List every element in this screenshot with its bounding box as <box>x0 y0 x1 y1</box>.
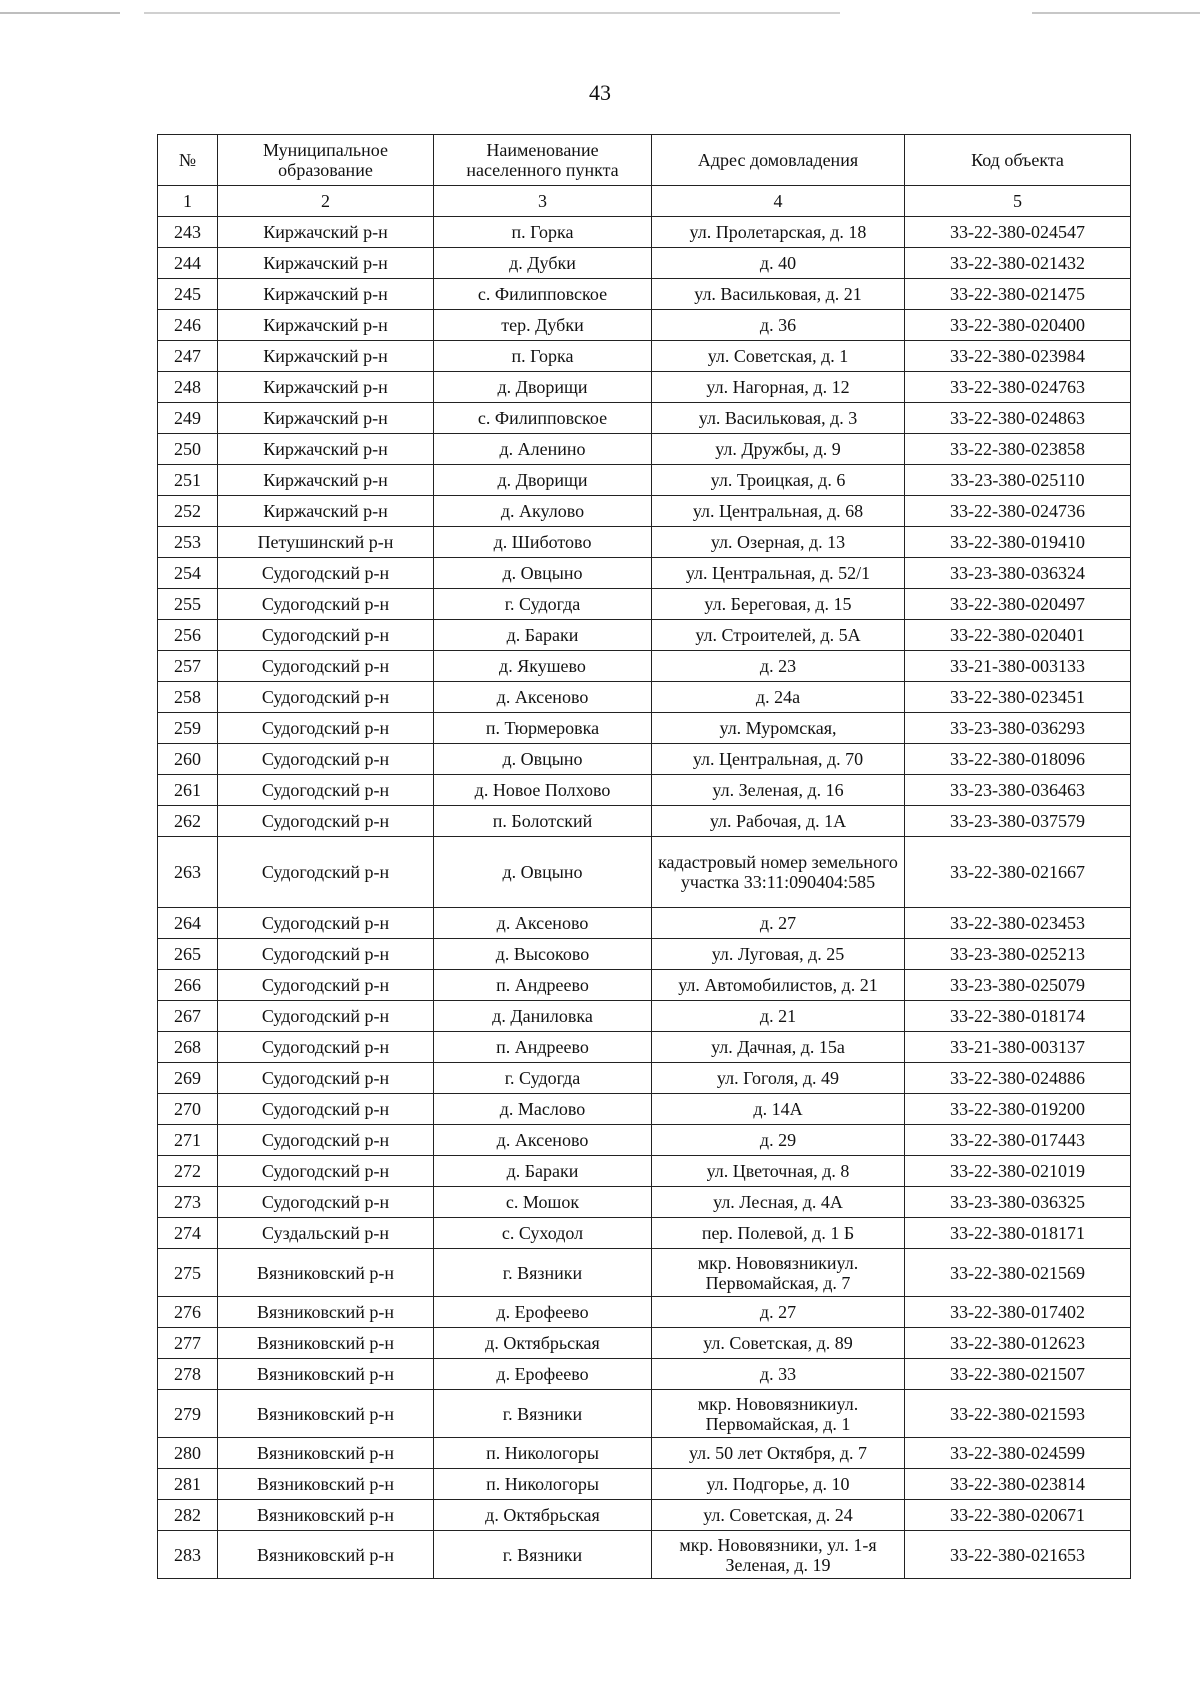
row-number-cell: 250 <box>158 434 218 465</box>
object-code-cell: 33-23-380-025110 <box>905 465 1131 496</box>
address-cell: ул. Васильковая, д. 3 <box>652 403 905 434</box>
row-number-cell: 243 <box>158 217 218 248</box>
row-number-cell: 246 <box>158 310 218 341</box>
object-code-cell: 33-22-380-024763 <box>905 372 1131 403</box>
table-row <box>158 1500 1131 1531</box>
table-row <box>158 496 1131 527</box>
municipality-cell: Киржачский р-н <box>218 279 434 310</box>
settlement-cell: д. Маслово <box>434 1094 652 1125</box>
municipality-cell: Судогодский р-н <box>218 908 434 939</box>
municipality-cell: Судогодский р-н <box>218 620 434 651</box>
municipality-cell: Судогодский р-н <box>218 651 434 682</box>
column-number: 3 <box>434 186 652 217</box>
table-row <box>158 970 1131 1001</box>
settlement-cell: г. Вязники <box>434 1531 652 1579</box>
settlement-cell: д. Аксеново <box>434 682 652 713</box>
settlement-cell: п. Тюрмеровка <box>434 713 652 744</box>
object-code-cell: 33-22-380-023858 <box>905 434 1131 465</box>
table-row <box>158 1218 1131 1249</box>
table-row <box>158 372 1131 403</box>
address-cell: ул. Муромская, <box>652 713 905 744</box>
address-cell: д. 23 <box>652 651 905 682</box>
address-cell: д. 27 <box>652 908 905 939</box>
address-cell: мкр. Нововязники, ул. 1-я Зеленая, д. 19 <box>652 1531 905 1579</box>
row-number-cell: 247 <box>158 341 218 372</box>
object-code-cell: 33-21-380-003137 <box>905 1032 1131 1063</box>
settlement-cell: д. Октябрьская <box>434 1500 652 1531</box>
table-row <box>158 1001 1131 1032</box>
municipality-cell: Киржачский р-н <box>218 372 434 403</box>
settlement-cell: д. Шиботово <box>434 527 652 558</box>
object-code-cell: 33-22-380-021507 <box>905 1359 1131 1390</box>
municipality-cell: Вязниковский р-н <box>218 1297 434 1328</box>
table-row <box>158 939 1131 970</box>
row-number-cell: 266 <box>158 970 218 1001</box>
municipality-cell: Вязниковский р-н <box>218 1469 434 1500</box>
object-code-cell: 33-23-380-036293 <box>905 713 1131 744</box>
settlement-cell: п. Андреево <box>434 970 652 1001</box>
municipality-cell: Судогодский р-н <box>218 1187 434 1218</box>
row-number-cell: 268 <box>158 1032 218 1063</box>
object-code-cell: 33-22-380-017402 <box>905 1297 1131 1328</box>
settlement-cell: с. Филипповское <box>434 403 652 434</box>
object-code-cell: 33-22-380-021019 <box>905 1156 1131 1187</box>
object-code-cell: 33-22-380-021653 <box>905 1531 1131 1579</box>
object-code-cell: 33-22-380-024599 <box>905 1438 1131 1469</box>
municipality-cell: Судогодский р-н <box>218 837 434 908</box>
row-number-cell: 279 <box>158 1390 218 1438</box>
row-number-cell: 265 <box>158 939 218 970</box>
address-cell: ул. Автомобилистов, д. 21 <box>652 970 905 1001</box>
table-body <box>158 217 1131 1579</box>
settlement-cell: д. Бараки <box>434 1156 652 1187</box>
address-cell: ул. Советская, д. 89 <box>652 1328 905 1359</box>
table-row <box>158 248 1131 279</box>
column-number: 1 <box>158 186 218 217</box>
scan-edge-line <box>0 12 1200 14</box>
address-cell: ул. Лесная, д. 4А <box>652 1187 905 1218</box>
address-cell: ул. Васильковая, д. 21 <box>652 279 905 310</box>
address-cell: ул. Строителей, д. 5А <box>652 620 905 651</box>
object-code-cell: 33-22-380-020401 <box>905 620 1131 651</box>
address-cell: ул. Дачная, д. 15а <box>652 1032 905 1063</box>
address-cell: ул. Советская, д. 1 <box>652 341 905 372</box>
table-row <box>158 1359 1131 1390</box>
row-number-cell: 275 <box>158 1249 218 1297</box>
municipality-cell: Вязниковский р-н <box>218 1328 434 1359</box>
object-code-cell: 33-23-380-025079 <box>905 970 1131 1001</box>
object-code-cell: 33-22-380-019410 <box>905 527 1131 558</box>
municipality-cell: Киржачский р-н <box>218 248 434 279</box>
settlement-cell: п. Болотский <box>434 806 652 837</box>
header-object-code: Код объекта <box>905 135 1131 186</box>
municipality-cell: Киржачский р-н <box>218 434 434 465</box>
address-cell: ул. Озерная, д. 13 <box>652 527 905 558</box>
settlement-cell: д. Аксеново <box>434 1125 652 1156</box>
address-cell: ул. Нагорная, д. 12 <box>652 372 905 403</box>
settlement-cell: п. Никологоры <box>434 1438 652 1469</box>
row-number-cell: 276 <box>158 1297 218 1328</box>
row-number-cell: 278 <box>158 1359 218 1390</box>
object-code-cell: 33-22-380-021667 <box>905 837 1131 908</box>
row-number-cell: 259 <box>158 713 218 744</box>
object-code-cell: 33-22-380-018171 <box>905 1218 1131 1249</box>
row-number-cell: 269 <box>158 1063 218 1094</box>
address-cell: ул. Советская, д. 24 <box>652 1500 905 1531</box>
settlement-cell: д. Бараки <box>434 620 652 651</box>
object-code-cell: 33-22-380-020671 <box>905 1500 1131 1531</box>
municipality-cell: Судогодский р-н <box>218 558 434 589</box>
row-number-cell: 261 <box>158 775 218 806</box>
address-cell: д. 33 <box>652 1359 905 1390</box>
object-code-cell: 33-23-380-037579 <box>905 806 1131 837</box>
address-cell: мкр. Нововязникиул. Первомайская, д. 1 <box>652 1390 905 1438</box>
municipality-cell: Судогодский р-н <box>218 744 434 775</box>
row-number-cell: 252 <box>158 496 218 527</box>
table-row <box>158 341 1131 372</box>
settlement-cell: д. Аленино <box>434 434 652 465</box>
table-row <box>158 1094 1131 1125</box>
address-cell: ул. Гоголя, д. 49 <box>652 1063 905 1094</box>
address-cell: мкр. Нововязникиул. Первомайская, д. 7 <box>652 1249 905 1297</box>
table-row <box>158 620 1131 651</box>
object-code-cell: 33-22-380-023451 <box>905 682 1131 713</box>
table-row <box>158 1297 1131 1328</box>
address-cell: пер. Полевой, д. 1 Б <box>652 1218 905 1249</box>
object-code-cell: 33-22-380-019200 <box>905 1094 1131 1125</box>
row-number-cell: 282 <box>158 1500 218 1531</box>
object-code-cell: 33-22-380-021593 <box>905 1390 1131 1438</box>
table-row <box>158 279 1131 310</box>
table-row <box>158 1125 1131 1156</box>
header-row <box>158 135 1131 186</box>
settlement-cell: п. Горка <box>434 341 652 372</box>
address-cell: ул. Цветочная, д. 8 <box>652 1156 905 1187</box>
settlement-cell: г. Вязники <box>434 1390 652 1438</box>
object-code-cell: 33-22-380-017443 <box>905 1125 1131 1156</box>
municipality-cell: Судогодский р-н <box>218 1125 434 1156</box>
municipality-cell: Киржачский р-н <box>218 217 434 248</box>
settlement-cell: г. Судогда <box>434 1063 652 1094</box>
municipality-cell: Судогодский р-н <box>218 682 434 713</box>
table-row <box>158 1469 1131 1500</box>
table-row <box>158 217 1131 248</box>
settlement-cell: с. Суходол <box>434 1218 652 1249</box>
object-code-cell: 33-22-380-018096 <box>905 744 1131 775</box>
address-cell: ул. Рабочая, д. 1А <box>652 806 905 837</box>
settlement-cell: д. Овцыно <box>434 837 652 908</box>
table-row <box>158 1328 1131 1359</box>
row-number-cell: 267 <box>158 1001 218 1032</box>
address-cell: д. 40 <box>652 248 905 279</box>
object-code-cell: 33-22-380-021569 <box>905 1249 1131 1297</box>
object-code-cell: 33-22-380-020400 <box>905 310 1131 341</box>
settlement-cell: д. Овцыно <box>434 744 652 775</box>
row-number-cell: 245 <box>158 279 218 310</box>
header-municipality: Муниципальное образование <box>218 135 434 186</box>
municipality-cell: Судогодский р-н <box>218 939 434 970</box>
header-number: № <box>158 135 218 186</box>
row-number-cell: 273 <box>158 1187 218 1218</box>
settlement-cell: д. Овцыно <box>434 558 652 589</box>
settlement-cell: п. Никологоры <box>434 1469 652 1500</box>
table-row <box>158 434 1131 465</box>
table-row <box>158 837 1131 908</box>
settlement-cell: п. Горка <box>434 217 652 248</box>
column-number: 2 <box>218 186 434 217</box>
address-cell: ул. Береговая, д. 15 <box>652 589 905 620</box>
municipality-cell: Судогодский р-н <box>218 1063 434 1094</box>
header-settlement: Наименование населенного пункта <box>434 135 652 186</box>
municipality-cell: Судогодский р-н <box>218 775 434 806</box>
object-code-cell: 33-23-380-025213 <box>905 939 1131 970</box>
object-code-cell: 33-21-380-003133 <box>905 651 1131 682</box>
municipality-cell: Суздальский р-н <box>218 1218 434 1249</box>
row-number-cell: 253 <box>158 527 218 558</box>
table-row <box>158 1063 1131 1094</box>
row-number-cell: 244 <box>158 248 218 279</box>
table-row <box>158 1249 1131 1297</box>
settlement-cell: д. Высоково <box>434 939 652 970</box>
settlement-cell: г. Вязники <box>434 1249 652 1297</box>
settlement-cell: д. Дворищи <box>434 465 652 496</box>
settlement-cell: с. Филипповское <box>434 279 652 310</box>
municipality-cell: Судогодский р-н <box>218 1001 434 1032</box>
settlement-cell: д. Октябрьская <box>434 1328 652 1359</box>
municipality-cell: Киржачский р-н <box>218 403 434 434</box>
municipality-cell: Судогодский р-н <box>218 713 434 744</box>
object-code-cell: 33-22-380-021432 <box>905 248 1131 279</box>
settlement-cell: п. Андреево <box>434 1032 652 1063</box>
registry-table <box>157 134 1131 1579</box>
settlement-cell: д. Якушево <box>434 651 652 682</box>
municipality-cell: Петушинский р-н <box>218 527 434 558</box>
settlement-cell: д. Даниловка <box>434 1001 652 1032</box>
object-code-cell: 33-22-380-024863 <box>905 403 1131 434</box>
row-number-cell: 270 <box>158 1094 218 1125</box>
row-number-cell: 263 <box>158 837 218 908</box>
address-cell: ул. Центральная, д. 68 <box>652 496 905 527</box>
table-row <box>158 1156 1131 1187</box>
table-row <box>158 1390 1131 1438</box>
table-row <box>158 558 1131 589</box>
row-number-cell: 274 <box>158 1218 218 1249</box>
address-cell: ул. Подгорье, д. 10 <box>652 1469 905 1500</box>
table-row <box>158 403 1131 434</box>
municipality-cell: Вязниковский р-н <box>218 1438 434 1469</box>
municipality-cell: Киржачский р-н <box>218 496 434 527</box>
table-row <box>158 1187 1131 1218</box>
table-row <box>158 713 1131 744</box>
object-code-cell: 33-22-380-024736 <box>905 496 1131 527</box>
row-number-cell: 271 <box>158 1125 218 1156</box>
table-row <box>158 1531 1131 1579</box>
municipality-cell: Судогодский р-н <box>218 1094 434 1125</box>
row-number-cell: 260 <box>158 744 218 775</box>
table-row <box>158 651 1131 682</box>
table-row <box>158 1032 1131 1063</box>
object-code-cell: 33-23-380-036325 <box>905 1187 1131 1218</box>
page-number: 43 <box>589 80 611 105</box>
address-cell: д. 21 <box>652 1001 905 1032</box>
column-number: 5 <box>905 186 1131 217</box>
municipality-cell: Вязниковский р-н <box>218 1500 434 1531</box>
object-code-cell: 33-22-380-018174 <box>905 1001 1131 1032</box>
address-cell: д. 29 <box>652 1125 905 1156</box>
column-number-row <box>158 186 1131 217</box>
row-number-cell: 249 <box>158 403 218 434</box>
object-code-cell: 33-23-380-036324 <box>905 558 1131 589</box>
table-row <box>158 908 1131 939</box>
settlement-cell: д. Ерофеево <box>434 1359 652 1390</box>
address-cell: ул. 50 лет Октября, д. 7 <box>652 1438 905 1469</box>
municipality-cell: Вязниковский р-н <box>218 1531 434 1579</box>
table-row <box>158 682 1131 713</box>
municipality-cell: Киржачский р-н <box>218 310 434 341</box>
settlement-cell: г. Судогда <box>434 589 652 620</box>
object-code-cell: 33-22-380-024547 <box>905 217 1131 248</box>
address-cell: ул. Центральная, д. 70 <box>652 744 905 775</box>
settlement-cell: д. Ерофеево <box>434 1297 652 1328</box>
row-number-cell: 251 <box>158 465 218 496</box>
column-number: 4 <box>652 186 905 217</box>
table-row <box>158 806 1131 837</box>
municipality-cell: Вязниковский р-н <box>218 1249 434 1297</box>
address-cell: д. 24а <box>652 682 905 713</box>
address-cell: кадастровый номер земельного участка 33:11:090404:585 <box>652 837 905 908</box>
address-cell: д. 14А <box>652 1094 905 1125</box>
address-cell: ул. Пролетарская, д. 18 <box>652 217 905 248</box>
table-row <box>158 1438 1131 1469</box>
object-code-cell: 33-22-380-023814 <box>905 1469 1131 1500</box>
object-code-cell: 33-22-380-020497 <box>905 589 1131 620</box>
row-number-cell: 262 <box>158 806 218 837</box>
row-number-cell: 254 <box>158 558 218 589</box>
municipality-cell: Вязниковский р-н <box>218 1390 434 1438</box>
settlement-cell: д. Акулово <box>434 496 652 527</box>
row-number-cell: 277 <box>158 1328 218 1359</box>
municipality-cell: Судогодский р-н <box>218 1032 434 1063</box>
municipality-cell: Вязниковский р-н <box>218 1359 434 1390</box>
municipality-cell: Судогодский р-н <box>218 1156 434 1187</box>
object-code-cell: 33-22-380-021475 <box>905 279 1131 310</box>
object-code-cell: 33-23-380-036463 <box>905 775 1131 806</box>
table-row <box>158 527 1131 558</box>
row-number-cell: 255 <box>158 589 218 620</box>
row-number-cell: 248 <box>158 372 218 403</box>
object-code-cell: 33-22-380-023453 <box>905 908 1131 939</box>
row-number-cell: 256 <box>158 620 218 651</box>
table-row <box>158 744 1131 775</box>
municipality-cell: Судогодский р-н <box>218 970 434 1001</box>
row-number-cell: 258 <box>158 682 218 713</box>
row-number-cell: 264 <box>158 908 218 939</box>
settlement-cell: д. Дубки <box>434 248 652 279</box>
table-row <box>158 589 1131 620</box>
address-cell: ул. Дружбы, д. 9 <box>652 434 905 465</box>
municipality-cell: Судогодский р-н <box>218 589 434 620</box>
address-cell: ул. Зеленая, д. 16 <box>652 775 905 806</box>
settlement-cell: д. Аксеново <box>434 908 652 939</box>
object-code-cell: 33-22-380-024886 <box>905 1063 1131 1094</box>
settlement-cell: тер. Дубки <box>434 310 652 341</box>
address-cell: д. 36 <box>652 310 905 341</box>
row-number-cell: 281 <box>158 1469 218 1500</box>
row-number-cell: 272 <box>158 1156 218 1187</box>
table-row <box>158 310 1131 341</box>
settlement-cell: д. Новое Полхово <box>434 775 652 806</box>
table-row <box>158 465 1131 496</box>
object-code-cell: 33-22-380-012623 <box>905 1328 1131 1359</box>
address-cell: ул. Центральная, д. 52/1 <box>652 558 905 589</box>
address-cell: д. 27 <box>652 1297 905 1328</box>
settlement-cell: д. Дворищи <box>434 372 652 403</box>
row-number-cell: 257 <box>158 651 218 682</box>
address-cell: ул. Луговая, д. 25 <box>652 939 905 970</box>
municipality-cell: Судогодский р-н <box>218 806 434 837</box>
address-cell: ул. Троицкая, д. 6 <box>652 465 905 496</box>
municipality-cell: Киржачский р-н <box>218 341 434 372</box>
municipality-cell: Киржачский р-н <box>218 465 434 496</box>
row-number-cell: 280 <box>158 1438 218 1469</box>
row-number-cell: 283 <box>158 1531 218 1579</box>
header-address: Адрес домовладения <box>652 135 905 186</box>
settlement-cell: с. Мошок <box>434 1187 652 1218</box>
object-code-cell: 33-22-380-023984 <box>905 341 1131 372</box>
table-row <box>158 775 1131 806</box>
